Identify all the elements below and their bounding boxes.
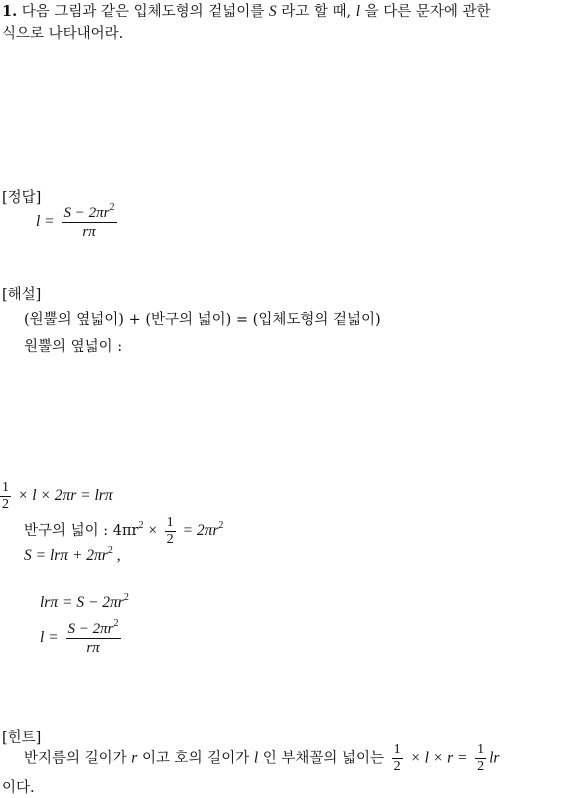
hint-tail: lr	[489, 749, 500, 767]
answer-lhs: l =	[36, 213, 55, 231]
hint-var-r: r	[131, 749, 138, 767]
explanation-heading: [해설]	[2, 287, 42, 303]
answer-fraction: $\frac{S - 2\pi r^2}{r\pi}$	[63, 202, 115, 240]
eq5-lhs: l =	[40, 629, 59, 647]
explanation-eq-3: $S = lr\pi + 2\pi r^2$ ,	[24, 545, 121, 564]
half-fraction-1: $\frac{1}{2}$	[2, 480, 9, 512]
hint-mid: × l × r =	[410, 749, 468, 767]
explanation-eq-4: $lr\pi = S - 2\pi r^2$	[40, 592, 129, 611]
hint-text-c: 인 부채꼴의 넓이는	[262, 750, 385, 767]
eq1-text: × l × 2πr = lrπ	[17, 487, 113, 505]
hint-text-b: 이고 호의 길이가	[141, 750, 250, 767]
problem-text-c: 을 다른 문자에 관한	[364, 4, 491, 20]
hint-half-2: $\frac{1}{2}$	[477, 742, 485, 774]
eq3-comma: ,	[116, 547, 121, 564]
explanation-line-2: 원뿔의 옆넓이 :	[24, 339, 123, 355]
eq5-numerator: S − 2πr	[67, 621, 114, 637]
half-fraction-2: $\frac{1}{2}$	[166, 515, 174, 547]
problem-line-1	[2, 2, 491, 22]
eq4-text: lrπ = S − 2πr	[40, 594, 124, 611]
problem-var-l: l	[355, 3, 361, 20]
problem-text-a: 다음 그림과 같은 입체도형의 겉넓이를	[21, 4, 265, 20]
hint-line-1	[24, 742, 499, 775]
problem-line-2: 식으로 나타내어라.	[2, 26, 124, 42]
problem-var-S: S	[268, 3, 277, 20]
explanation-eq-2: 반구의 넓이 : $4\pi r^2$ × $\frac{1}{2}$ = $2\pi r^2$	[24, 515, 224, 547]
eq2-label: 반구의 넓이 : 4πr	[24, 523, 139, 540]
hint-text-a: 반지름의 길이가	[24, 750, 127, 767]
hint-half-1: $\frac{1}{2}$	[393, 742, 401, 774]
explanation-eq-5	[40, 620, 124, 657]
answer-denominator: rπ	[62, 222, 117, 241]
hint-line-2: 이다.	[2, 780, 35, 796]
eq2-times: ×	[147, 522, 158, 540]
problem-number: 1.	[2, 3, 18, 20]
eq5-denominator: rπ	[66, 638, 121, 657]
eq5-fraction: $\frac{S - 2\pi r^2}{r\pi}$	[67, 618, 119, 656]
eq3-text: S = lrπ + 2πr	[24, 547, 108, 564]
hint-var-l: l	[253, 749, 259, 767]
problem-text-b: 라고 할 때,	[281, 4, 352, 20]
explanation-eq-1	[0, 480, 113, 513]
hint-heading: [힌트]	[2, 730, 42, 746]
explanation-line-1: (원뿔의 옆넓이) + (반구의 넓이) = (입체도형의 겉넓이)	[24, 312, 381, 328]
eq2-result: = 2πr	[182, 522, 219, 540]
answer-equation	[36, 204, 120, 241]
answer-heading: [정답]	[2, 190, 42, 206]
answer-numerator: S − 2πr	[63, 205, 110, 221]
